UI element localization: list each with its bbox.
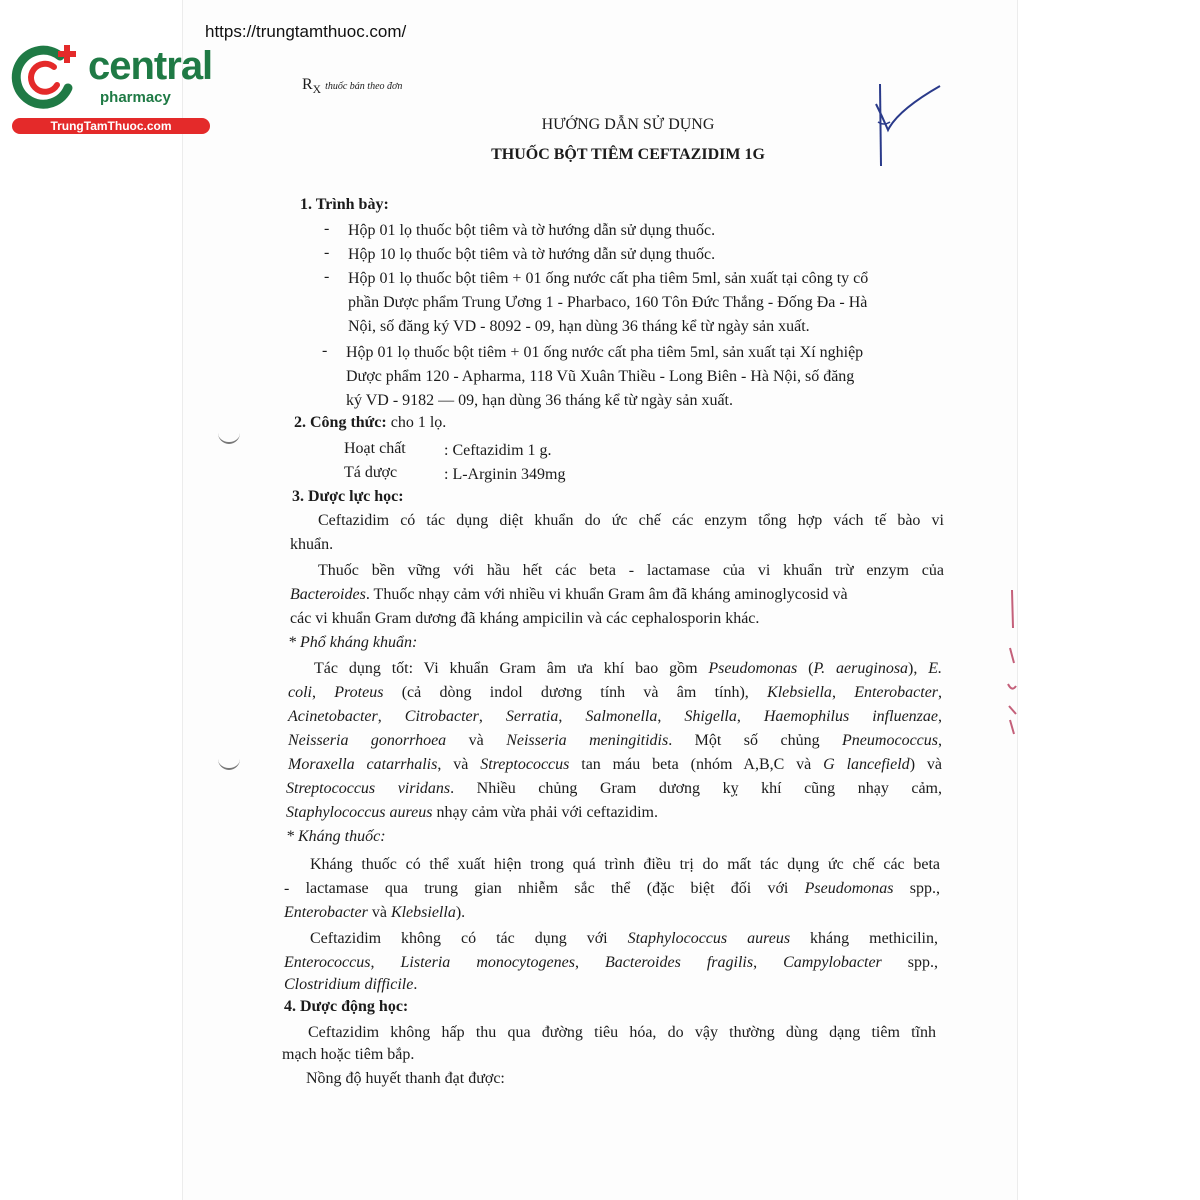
brand-subtitle: pharmacy [100,89,171,106]
organism-name: Pneumococcus [842,732,938,749]
document-heading: HƯỚNG DẪN SỬ DỤNG [541,116,715,133]
presentation-item-continued: Nội, số đăng ký VD - 8092 - 09, hạn dùng 36 tháng kể từ ngày sản xuất. [348,318,810,335]
text-run: , [574,954,605,971]
text-run: Ceftazidim không có tác dụng với [310,930,628,947]
paragraph-line: khuẩn. [290,536,334,553]
organism-name: Klebsiella [390,904,456,921]
text-run: nhạy cảm vừa phải với ceftazidim. [432,804,658,821]
presentation-item: Hộp 10 lọ thuốc bột tiêm và tờ hướng dẫn sử dụng thuốc. [348,246,716,263]
organism-name: E. [928,660,943,677]
text-run: , [938,732,942,749]
paragraph-line [288,684,942,702]
presentation-item: Hộp 01 lọ thuốc bột tiêm + 01 ống nước cất pha tiêm 5ml, sản xuất tại Xí nghiệp [346,344,864,361]
text-run: , [377,708,405,725]
text-run: và [367,904,391,921]
organism-name: Campylobacter [783,954,882,971]
paragraph-line [286,780,942,798]
text-run: . Thuốc nhạy cảm với nhiều vi khuẩn Gram âm đã kháng aminoglycosid và [365,586,848,603]
text-run: ). [455,904,466,921]
text-run: tan máu beta (nhóm A,B,C và [569,756,824,773]
text-run: , [478,708,506,725]
organism-name: Serratia [505,708,559,725]
text-run: . Một số chủng [668,732,843,749]
organism-name: Neisseria meningitidis [506,732,669,749]
presentation-item: Hộp 01 lọ thuốc bột tiêm và tờ hướng dẫn sử dụng thuốc. [348,222,716,239]
paragraph-line [286,804,658,822]
organism-name: Streptococcus [480,756,570,773]
text-run: , [938,684,943,701]
active-ingredient-label: Hoạt chất [344,440,406,457]
organism-name: Clostridium difficile [284,976,414,993]
text-run: (cả dòng indol dương tính và âm tính), [383,684,768,701]
bullet-dash: - [322,342,328,359]
organism-name: Enterobacter [854,684,939,701]
presentation-item-continued: phần Dược phẩm Trung Ương 1 - Pharbaco, 160 Tôn Đức Thắng - Đống Đa - Hà [348,294,868,311]
text-run: spp., [881,954,939,971]
paragraph-line [290,586,848,604]
organism-name: Proteus [334,684,384,701]
organism-name: Bacteroides fragilis [605,954,754,971]
active-ingredient-value: : Ceftazidim 1 g. [444,442,552,459]
bullet-dash: - [324,220,330,237]
excipient-label: Tá dược [344,464,398,481]
paragraph-line: mạch hoặc tiêm bắp. [282,1046,415,1063]
section-1-heading: 1. Trình bày: [300,196,389,213]
rx-subscript: X [312,82,322,96]
text-run: ), [908,660,929,677]
rx-symbol: R [302,76,313,93]
organism-name: Staphylococcus aureus [627,930,791,947]
section-3-heading: 3. Dược lực học: [292,488,404,505]
text-run: kháng methicilin, [790,930,939,947]
paragraph-line: Kháng thuốc có thể xuất hiện trong quá trình điều trị do mất tác dụng ức chế các beta [310,856,940,873]
brand-banner: TrungTamThuoc.com [12,118,210,134]
section-2-heading [294,414,446,432]
paragraph-line [310,930,938,948]
paragraph-line: Thuốc bền vững với hầu hết các beta - lactamase của vi khuẩn trừ enzym của [318,562,944,579]
paragraph-line [284,976,417,994]
section-2-title: 2. Công thức: [294,414,387,431]
organism-name: Pseudomonas [708,660,798,677]
organism-name: Citrobacter [404,708,479,725]
brand-name: central [88,44,213,88]
text-run: và [446,732,507,749]
text-run: , và [437,756,481,773]
paragraph-line [288,708,942,726]
section-4-heading: 4. Dược động học: [284,998,409,1015]
paragraph-line: Nồng độ huyết thanh đạt được: [306,1070,505,1087]
organism-name: Salmonella [585,708,658,725]
text-run: , [657,708,685,725]
bullet-dash: - [324,268,330,285]
paragraph-line [314,660,942,678]
organism-name: Acinetobacter [288,708,378,725]
document-title: THUỐC BỘT TIÊM CEFTAZIDIM 1G [491,146,765,163]
punch-hole [218,748,240,770]
organism-name: Shigella [684,708,737,725]
organism-name: Staphylococcus aureus [286,804,433,821]
text-run: , [312,684,335,701]
text-run: ( [797,660,814,677]
rx-note-text: thuốc bán theo đơn [325,81,403,92]
text-run: . Nhiều chủng Gram dương kỵ khí cũng nhạy cảm, [450,780,942,797]
text-run: , [558,708,586,725]
excipient-value: : L-Arginin 349mg [444,466,566,483]
presentation-item: Hộp 01 lọ thuốc bột tiêm + 01 ống nước cất pha tiêm 5ml, sản xuất tại công ty cổ [348,270,869,287]
paragraph-line: các vi khuẩn Gram dương đã kháng ampicilin và các cephalosporin khác. [290,610,760,627]
paragraph-line: Ceftazidim có tác dụng diệt khuẩn do ức chế các enzym tổng hợp vách tế bào vi [318,512,944,529]
text-run: . [413,976,418,993]
spectrum-heading: * Phổ kháng khuẩn: [288,634,418,651]
paragraph-line: Ceftazidim không hấp thu qua đường tiêu hóa, do vậy thường dùng dạng tiêm tĩnh [308,1024,936,1041]
margin-stamp-mark-icon [1004,588,1020,738]
paragraph-line [284,904,465,922]
organism-name: Streptococcus viridans [286,780,451,797]
text-run: , [753,954,784,971]
text-run: , [370,954,401,971]
resistance-heading: * Kháng thuốc: [286,828,386,845]
text-run: - lactamase qua trung gian nhiễm sắc thể (đặc biệt đối với [284,880,805,897]
paragraph-line [284,954,938,972]
text-run: , [736,708,764,725]
text-run: , [831,684,855,701]
organism-name: Moraxella catarrhalis [288,756,438,773]
punch-hole [218,422,240,444]
presentation-item-continued: Dược phẩm 120 - Apharma, 118 Vũ Xuân Thiều - Long Biên - Hà Nội, số đăng [346,368,855,385]
text-run: ) và [909,756,942,773]
text-run: , [938,708,942,725]
organism-name: Enterobacter [284,904,368,921]
text-run: spp., [893,880,940,897]
organism-name: Enterococcus [284,954,371,971]
organism-name: Klebsiella [767,684,832,701]
source-url[interactable]: https://trungtamthuoc.com/ [205,22,407,41]
central-pharmacy-logo-icon [10,40,84,114]
organism-name: Neisseria gonorrhoea [288,732,447,749]
organism-name: Pseudomonas [804,880,894,897]
organism-name: Listeria monocytogenes [400,954,575,971]
paragraph-line [284,880,940,898]
presentation-item-continued: ký VD - 9182 — 09, hạn dùng 36 tháng kể từ ngày sản xuất. [346,392,733,409]
paragraph-line [288,756,942,774]
organism-name: Haemophilus influenzae [763,708,938,725]
organism-name: P. aeruginosa [813,660,909,677]
rx-note [302,76,402,96]
organism-name: Bacteroides [290,586,366,603]
organism-name: coli [288,684,312,701]
bullet-dash: - [324,244,330,261]
text-run: Tác dụng tốt: Vi khuẩn Gram âm ưa khí bao gồm [314,660,709,677]
section-2-note: cho 1 lọ. [386,414,447,431]
organism-name: G lancefield [823,756,910,773]
paragraph-line [288,732,942,750]
